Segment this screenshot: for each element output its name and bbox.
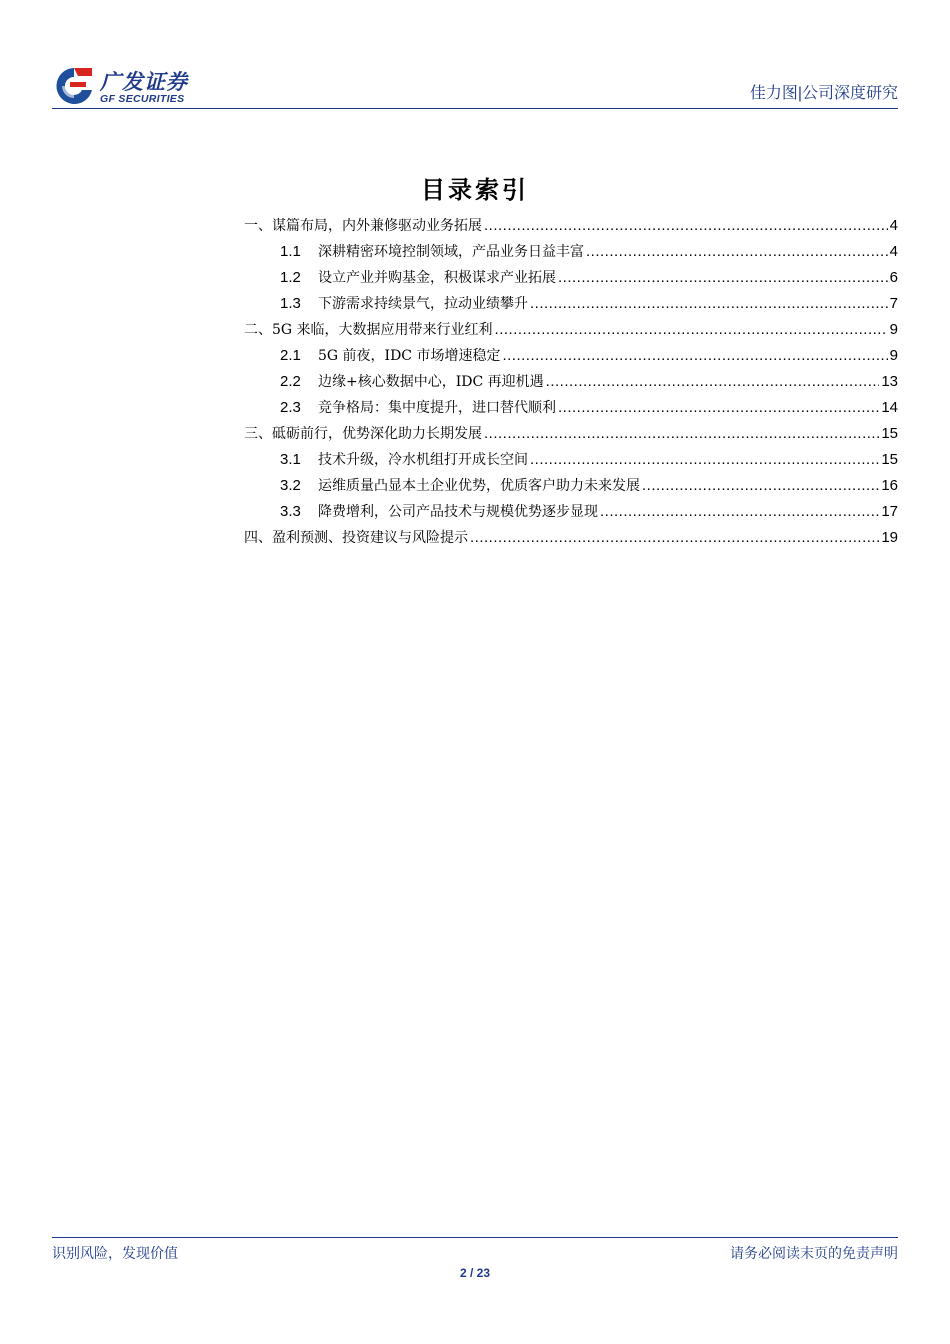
toc-entry-page: 15: [881, 451, 898, 468]
gf-logo-mark-icon: [52, 64, 98, 108]
footer-divider: [52, 1237, 898, 1238]
toc-title: 目录索引: [421, 175, 529, 204]
toc-entry[interactable]: [280, 294, 898, 314]
gf-securities-logo: [52, 64, 212, 108]
page-header: [52, 62, 898, 108]
toc-entry[interactable]: [280, 372, 898, 392]
toc-entry-text: 技术升级，冷水机组打开成长空间: [318, 452, 528, 468]
toc-dot-leader: [558, 398, 879, 418]
header-divider: [52, 108, 898, 109]
page-number: 2 / 23: [459, 1266, 491, 1280]
toc-entry[interactable]: [280, 268, 898, 288]
toc-entry[interactable]: [244, 528, 898, 548]
toc-entry-number: 3.1: [280, 451, 301, 468]
toc-dot-leader: [484, 424, 879, 444]
logo-english-name: GF SECURITIES: [100, 93, 185, 105]
toc-entry[interactable]: [280, 346, 898, 366]
toc-dot-leader: [600, 502, 879, 522]
toc-entry-number: 1.2: [280, 269, 301, 286]
toc-entry-page: 9: [889, 321, 898, 338]
toc-entry-text: 下游需求持续景气，拉动业绩攀升: [318, 296, 528, 312]
report-label: 佳力图|公司深度研究: [749, 85, 898, 102]
toc-dot-leader: [484, 216, 888, 236]
toc-entry-page: 14: [881, 399, 898, 416]
toc-entry-page: 13: [881, 373, 898, 390]
toc-dot-leader: [502, 346, 887, 366]
toc-entry-page: 9: [889, 347, 898, 364]
toc-entry[interactable]: [280, 450, 898, 470]
toc-entry-page: 4: [889, 217, 898, 234]
toc-entry-page: 6: [889, 269, 898, 286]
toc-dot-leader: [530, 450, 879, 470]
toc-dot-leader: [546, 372, 880, 392]
toc-dot-leader: [470, 528, 879, 548]
toc-dot-leader: [558, 268, 888, 288]
toc-entry[interactable]: [280, 476, 898, 496]
toc-dot-leader: [642, 476, 879, 496]
toc-entry-number: 2.3: [280, 399, 301, 416]
toc-entry-page: 17: [881, 503, 898, 520]
toc-entry-number: 1.1: [280, 243, 301, 260]
toc-entry-text: 5G 前夜，IDC 市场增速稳定: [318, 348, 501, 364]
toc-entry-text: 边缘+核心数据中心，IDC 再迎机遇: [318, 374, 544, 390]
toc-entry-number: 3.3: [280, 503, 301, 520]
toc-entry[interactable]: [244, 424, 898, 444]
toc-entry-text: 降费增利，公司产品技术与规模优势逐步显现: [318, 504, 598, 520]
toc-entry-text: 运维质量凸显本土企业优势，优质客户助力未来发展: [318, 478, 640, 494]
toc-entry[interactable]: [244, 320, 898, 340]
toc-entry-text: 四、盈利预测、投资建议与风险提示: [244, 530, 468, 546]
toc-entry-text: 三、砥砺前行，优势深化助力长期发展: [244, 426, 482, 442]
toc-dot-leader: [530, 294, 888, 314]
toc-entry-text: 竞争格局：集中度提升，进口替代顺利: [318, 400, 556, 416]
toc-entry-number: 2.1: [280, 347, 301, 364]
toc-entry-page: 7: [889, 295, 898, 312]
toc-entry-text: 一、谋篇布局，内外兼修驱动业务拓展: [244, 218, 482, 234]
toc-entry-text: 设立产业并购基金，积极谋求产业拓展: [318, 270, 556, 286]
logo-chinese-name: 广发证券: [100, 70, 188, 94]
toc-dot-leader: [495, 320, 888, 340]
toc-entry-page: 16: [881, 477, 898, 494]
toc-entry-number: 3.2: [280, 477, 301, 494]
toc-entry-number: 1.3: [280, 295, 301, 312]
toc-entry-page: 4: [889, 243, 898, 260]
toc-dot-leader: [586, 242, 888, 262]
toc-entry-page: 19: [881, 529, 898, 546]
footer-slogan: 识别风险，发现价值: [52, 1245, 178, 1261]
toc-entry-number: 2.2: [280, 373, 301, 390]
toc-entry-page: 15: [881, 425, 898, 442]
toc-entry-text: 二、5G 来临，大数据应用带来行业红利: [244, 322, 493, 338]
toc-entry[interactable]: [280, 242, 898, 262]
toc-entry[interactable]: [280, 398, 898, 418]
toc-entry[interactable]: [280, 502, 898, 522]
footer-disclaimer-note: 请务必阅读末页的免责声明: [730, 1245, 898, 1261]
toc-entry[interactable]: [244, 216, 898, 236]
toc-entry-text: 深耕精密环境控制领域，产品业务日益丰富: [318, 244, 584, 260]
